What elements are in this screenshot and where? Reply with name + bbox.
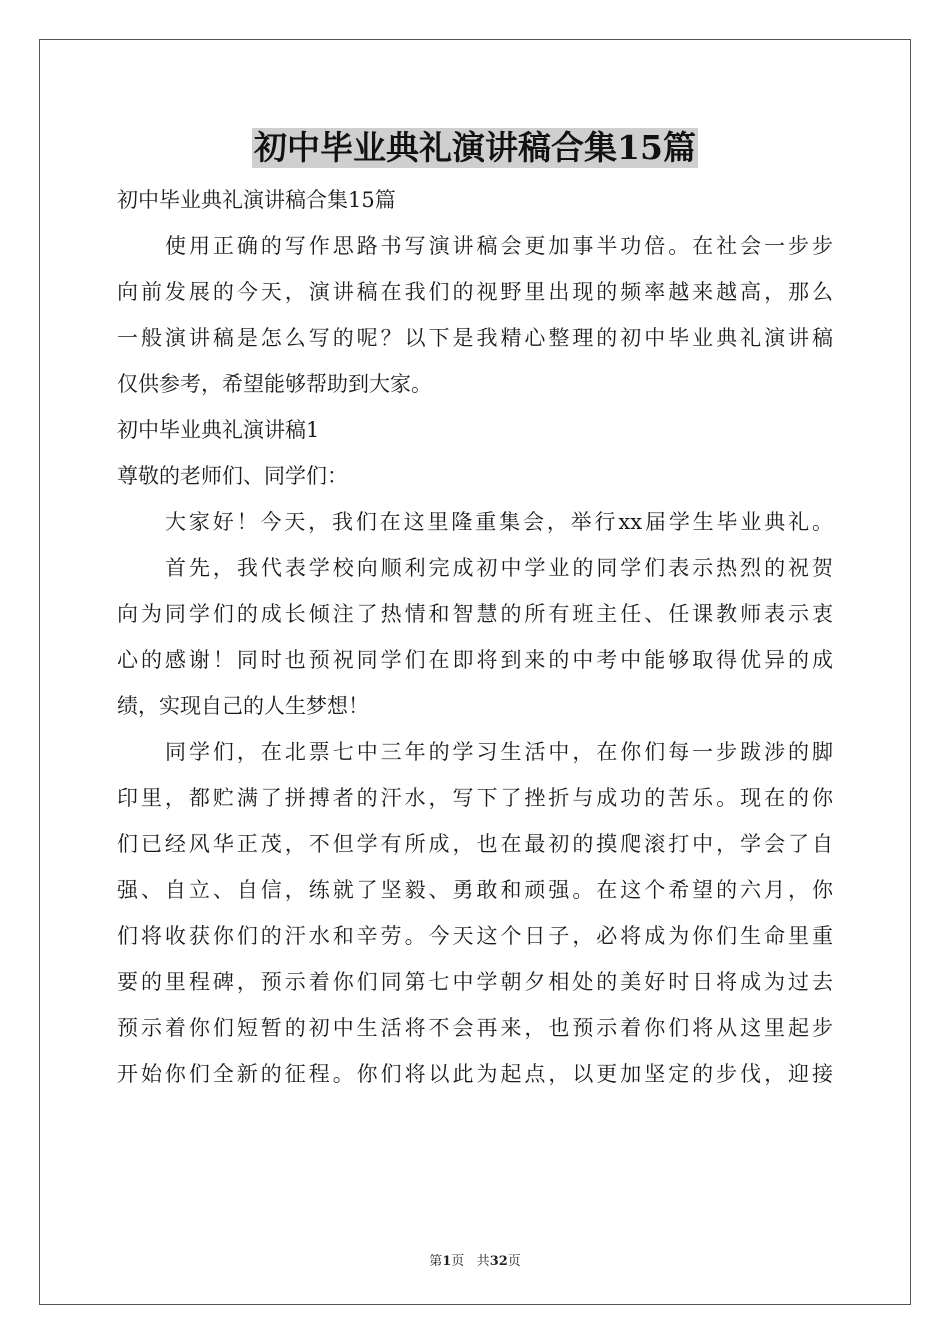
document-title: 初中毕业典礼演讲稿合集15篇 — [254, 128, 696, 167]
footer-page-number: 1 — [442, 1254, 452, 1269]
text-line: 预示着你们短暂的初中生活将不会再来，也预示着你们将从这里起步 — [117, 1016, 833, 1040]
title-container — [0, 128, 950, 168]
text-line: 初中毕业典礼演讲稿1 — [117, 418, 320, 442]
footer-total-suffix: 页 — [507, 1254, 521, 1269]
text-line: 使用正确的写作思路书写演讲稿会更加事半功倍。在社会一步步 — [165, 234, 833, 258]
footer-page-suffix: 页 — [451, 1254, 465, 1269]
footer-page-prefix: 第 — [429, 1254, 443, 1269]
footer-total-prefix: 共 — [476, 1254, 490, 1269]
footer-total-number: 32 — [489, 1254, 508, 1269]
text-line: 要的里程碑，预示着你们同第七中学朝夕相处的美好时日将成为过去 — [117, 970, 833, 994]
text-line: 大家好！今天，我们在这里隆重集会，举行xx届学生毕业典礼。 — [165, 510, 833, 534]
text-line: 向为同学们的成长倾注了热情和智慧的所有班主任、任课教师表示衷 — [117, 602, 833, 626]
text-line: 首先，我代表学校向顺利完成初中学业的同学们表示热烈的祝贺 — [165, 556, 833, 580]
text-line: 初中毕业典礼演讲稿合集15篇 — [117, 188, 396, 212]
text-line: 绩，实现自己的人生梦想！ — [117, 694, 369, 718]
page-footer — [0, 1250, 950, 1269]
text-line: 向前发展的今天，演讲稿在我们的视野里出现的频率越来越高，那么 — [117, 280, 833, 304]
text-line: 同学们，在北票七中三年的学习生活中，在你们每一步跋涉的脚 — [165, 740, 833, 764]
text-line: 们将收获你们的汗水和辛劳。今天这个日子，必将成为你们生命里重 — [117, 924, 833, 948]
text-line: 仅供参考，希望能够帮助到大家。 — [117, 372, 432, 396]
text-line: 强、自立、自信，练就了坚毅、勇敢和顽强。在这个希望的六月，你 — [117, 878, 833, 902]
text-line: 印里，都贮满了拼搏者的汗水，写下了挫折与成功的苦乐。现在的你 — [117, 786, 833, 810]
text-line: 们已经风华正茂，不但学有所成，也在最初的摸爬滚打中，学会了自 — [117, 832, 833, 856]
text-line: 一般演讲稿是怎么写的呢？以下是我精心整理的初中毕业典礼演讲稿 — [117, 326, 833, 350]
document-body — [117, 180, 833, 1100]
text-line: 开始你们全新的征程。你们将以此为起点，以更加坚定的步伐，迎接 — [117, 1062, 833, 1086]
text-line: 尊敬的老师们、同学们： — [117, 464, 348, 488]
text-line: 心的感谢！同时也预祝同学们在即将到来的中考中能够取得优异的成 — [117, 648, 833, 672]
